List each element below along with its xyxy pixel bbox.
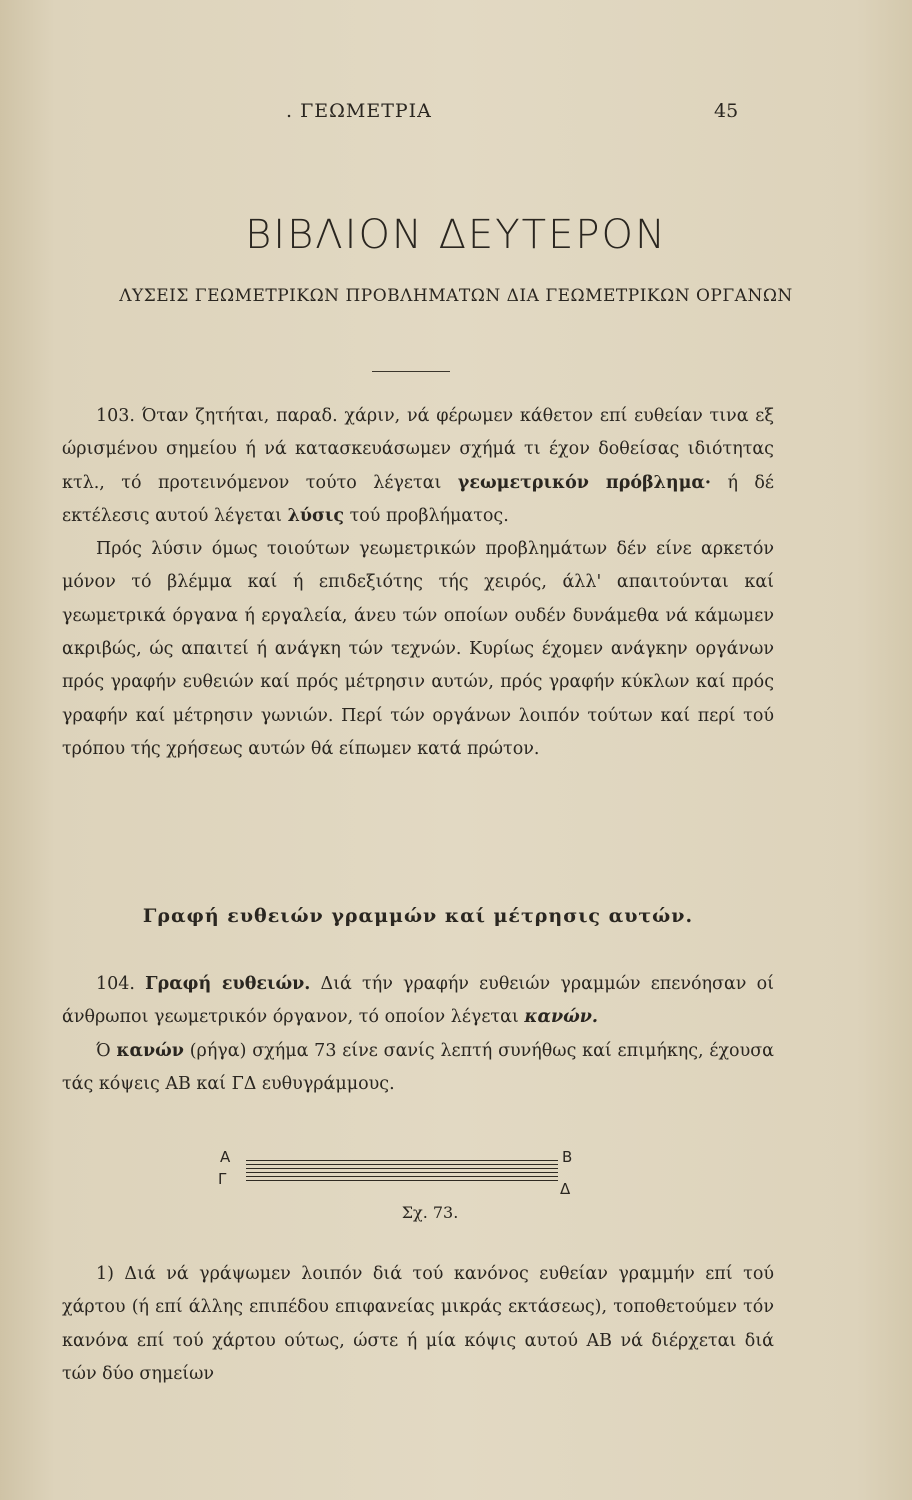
- section-heading: Γραφή ευθειών γραμμών καί μέτρησις αυτών.: [142, 905, 694, 927]
- step-1-text: 1) Διά νά γράψωμεν λοιπόν διά τού κανόνος ευθείαν γραμμήν επί τού χάρτου (ή επί άλλης επιπέδου επιφανείας μικράς εκτάσεως), τοποθετούμεν τόν κανόνα επί τού χάρτου ούτως, ώστε ή μία κόψις αυτού ΑΒ νά διέρχεται διά τών δύο σημείων: [62, 1264, 774, 1384]
- ruler-lead: Ό: [96, 1040, 117, 1061]
- ruler-hatch-line: [246, 1176, 558, 1177]
- term-geometric-problem: γεωμετρικόν πρόβλημα·: [457, 472, 711, 493]
- p104-number: 104.: [96, 974, 135, 994]
- term-solution: λύσις: [287, 505, 345, 526]
- figure-caption: Σχ. 73.: [401, 1203, 459, 1222]
- ruler-description: (ρήγα) σχήμα 73 είνε σανίς λεπτή συνήθως καί επιμήκης, έχουσα τάς κόψεις ΑΒ καί ΓΔ ευθυγράμμους.: [62, 1040, 774, 1094]
- label-a: Α: [220, 1148, 231, 1166]
- chapter-subtitle: ΛΥΣΕΙΣ ΓΕΩΜΕΤΡΙΚΩΝ ΠΡΟΒΛΗΜΑΤΩΝ ΔΙΑ ΓΕΩΜΕΤΡΙΚΩΝ ΟΡΓΑΝΩΝ: [119, 286, 793, 306]
- ruler-drawing: [246, 1160, 558, 1186]
- label-b: Β: [562, 1148, 573, 1166]
- page-number: 45: [714, 100, 739, 122]
- p104-text: Διά τήν γραφήν ευθειών γραμμών επενόησαν οί άνθρωποι γεωμετρικόν όργανον, τό οποίον λέγεται: [62, 974, 774, 1028]
- label-d: Δ: [560, 1180, 571, 1198]
- paragraph-step-1: [62, 1258, 774, 1391]
- p103-part2: ή δέ εκτέλεσις αυτού λέγεται: [62, 472, 774, 526]
- label-g: Γ: [218, 1170, 227, 1188]
- term-kanon: κανών: [116, 1040, 184, 1061]
- term-ruler: κανών.: [524, 1007, 598, 1028]
- paragraph-104: [62, 968, 774, 1101]
- p104-heading: Γραφή ευθειών.: [145, 974, 311, 994]
- running-head-title: . ΓΕΩΜΕΤΡΙΑ: [286, 100, 432, 122]
- edge-ab: [246, 1160, 558, 1161]
- running-head: [0, 100, 912, 130]
- paragraph-103: [62, 400, 774, 766]
- book-title: ΒΙΒΛΙΟΝ ΔΕΥΤΕΡΟΝ: [245, 212, 667, 258]
- divider-rule: [372, 371, 450, 372]
- ruler-hatch-line: [246, 1168, 558, 1169]
- paragraph-instruments: Πρός λύσιν όμως τοιούτων γεωμετρικών προβλημάτων δέν είνε αρκετόν μόνον τό βλέμμα καί ή επιδεξιότης τής χειρός, άλλ' απαιτούνται καί γεωμετρικά όργανα ή εργαλεία, άνευ τών οποίων ουδέν δυνάμεθα νά κάμωμεν ακριβώς, ώς απαιτεί ή ανάγκη τών τεχνών. Κυρίως έχομεν ανάγκην οργάνων πρός γραφήν ευθειών καί πρός μέτρησιν αυτών, πρός γραφήν κύκλων καί πρός γραφήν καί μέτρησιν γωνιών. Περί τών οργάνων λοιπόν τούτων καί περί τού τρόπου τής χρήσεως αυτών θά είπωμεν κατά πρώτον.: [62, 539, 774, 759]
- edge-gd: [246, 1180, 558, 1181]
- ruler-hatch-line: [246, 1164, 558, 1165]
- p103-part3: τού προβλήματος.: [344, 505, 509, 526]
- ruler-hatch-line: [246, 1172, 558, 1173]
- p103-part1: 103. Όταν ζητήται, παραδ. χάριν, νά φέρωμεν κάθετον επί ευθείαν τινα εξ ώρισμένου σημείου ή νά κατασκευάσωμεν σχήμά τι έχον δοθείσας ιδιότητας κτλ., τό προτεινόμενον τούτο λέγεται: [62, 406, 774, 493]
